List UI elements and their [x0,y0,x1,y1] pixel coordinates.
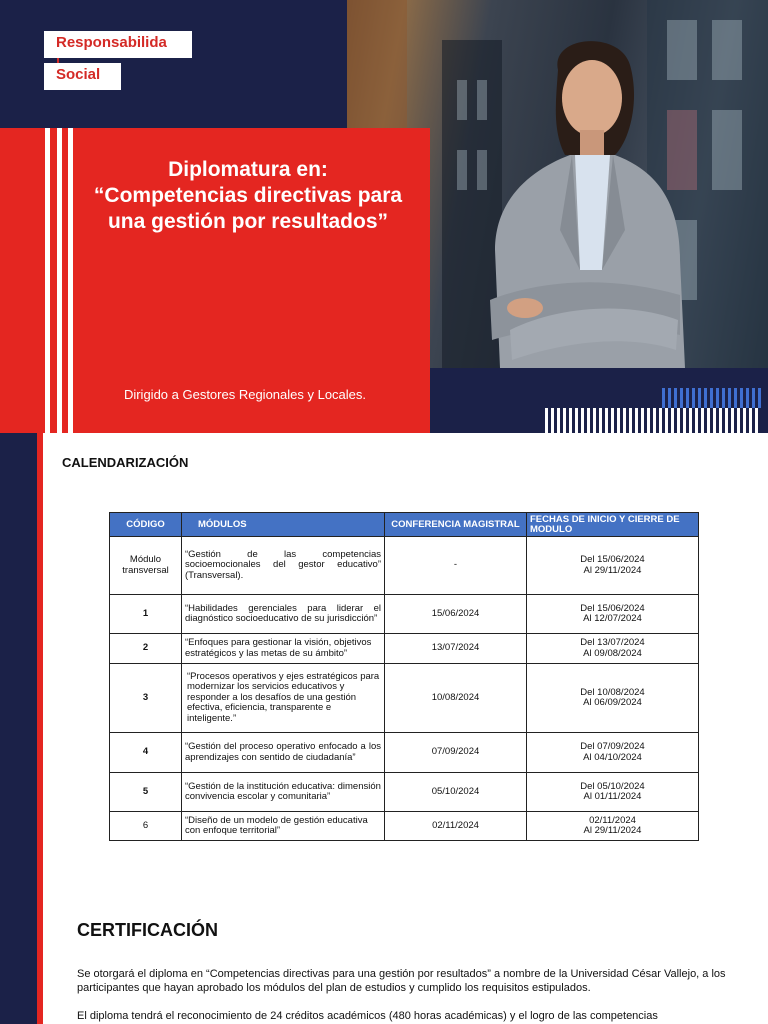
cell-dates: Del 10/08/2024 Al 06/09/2024 [527,664,699,733]
certification-heading: CERTIFICACIÓN [77,920,218,940]
cell-code: 4 [110,733,182,773]
calendar-heading: CALENDARIZACIÓN [62,455,189,470]
logo-text-line1: Responsabilida [44,31,192,58]
cell-module: “Gestión del proceso operativo enfocado a los aprendizajes con sentido de ciudadanía” [182,733,385,773]
cell-module: “Diseño de un modelo de gestión educativa con enfoque territorial” [182,812,385,841]
schedule-table [109,512,699,841]
column-header-modules: MÓDULOS [182,513,385,537]
cell-dates: Del 05/10/2024 Al 01/11/2024 [527,773,699,812]
column-header-conference: CONFERENCIA MAGISTRAL [385,513,527,537]
cell-code: 2 [110,634,182,664]
table-row [110,733,699,773]
cell-module: “Habilidades gerenciales para liderar el diagnóstico socioeducativo de su jurisdicción” [182,595,385,634]
decor-stripe [45,128,50,433]
cell-conference: 15/06/2024 [385,595,527,634]
businesswoman-image [480,30,690,368]
left-accent-bar [37,433,43,1024]
cell-conference: 02/11/2024 [385,812,527,841]
decor-stripe [57,128,62,433]
cell-code: 1 [110,595,182,634]
decor-bars-blue [662,388,764,408]
table-row [110,773,699,812]
decor-bars-white [545,408,761,433]
column-header-dates: FECHAS DE INICIO Y CIERRE DE MODULO [527,513,699,537]
cell-code: 5 [110,773,182,812]
cell-conference: 05/10/2024 [385,773,527,812]
certification-paragraph-2: El diploma tendrá el reconocimiento de 24 créditos académicos (480 horas académicas) y el logro de las competencias [77,1010,658,1022]
cell-module: “Gestión de la institución educativa: dimensión convivencia escolar y comunitaria” [182,773,385,812]
cell-code: Módulo transversal [110,537,182,595]
cell-dates: Del 13/07/2024 Al 09/08/2024 [527,634,699,664]
title-line-3: una gestión por resultados” [107,210,389,233]
cell-module: “Procesos operativos y ejes estratégicos para modernizar los servicios educativos y responder a los desafíos de una gestión efectiva, eficiencia, transparente e inteligente.” [182,664,385,733]
table-row [110,634,699,664]
cell-module: “Enfoques para gestionar la visión, objetivos estratégicos y las metas de su ámbito” [182,634,385,664]
cell-conference: 07/09/2024 [385,733,527,773]
table-row [110,595,699,634]
title-line-1: Diplomatura en: [168,158,328,181]
title-line-2: “Competencias directivas para [93,184,403,207]
cell-conference: 13/07/2024 [385,634,527,664]
audience-subtitle: Dirigido a Gestores Regionales y Locales. [123,387,367,402]
table-row [110,664,699,733]
table-header-row [110,513,699,537]
table-row [110,812,699,841]
certification-paragraph-1: Se otorgará el diploma en “Competencias directivas para una gestión por resultados” a nombre de la Universidad César Vallejo, a los participantes que hayan aprobado los módulos del plan de estudios y cumplido los requisitos estipulados. [77,968,726,994]
logo-text-line2: Social [44,63,121,90]
column-header-code: CÓDIGO [110,513,182,537]
cell-code: 3 [110,664,182,733]
cell-conference: - [385,537,527,595]
cell-module: “Gestión de las competencias socioemocionales del gestor educativo” (Transversal). [182,537,385,595]
cell-dates: Del 15/06/2024 Al 12/07/2024 [527,595,699,634]
table-row [110,537,699,595]
decor-stripe [68,128,73,433]
cell-code: 6 [110,812,182,841]
page-title [80,157,416,235]
cell-dates: Del 07/09/2024 Al 04/10/2024 [527,733,699,773]
cell-dates: 02/11/2024 Al 29/11/2024 [527,812,699,841]
cell-dates: Del 15/06/2024 Al 29/11/2024 [527,537,699,595]
cell-conference: 10/08/2024 [385,664,527,733]
